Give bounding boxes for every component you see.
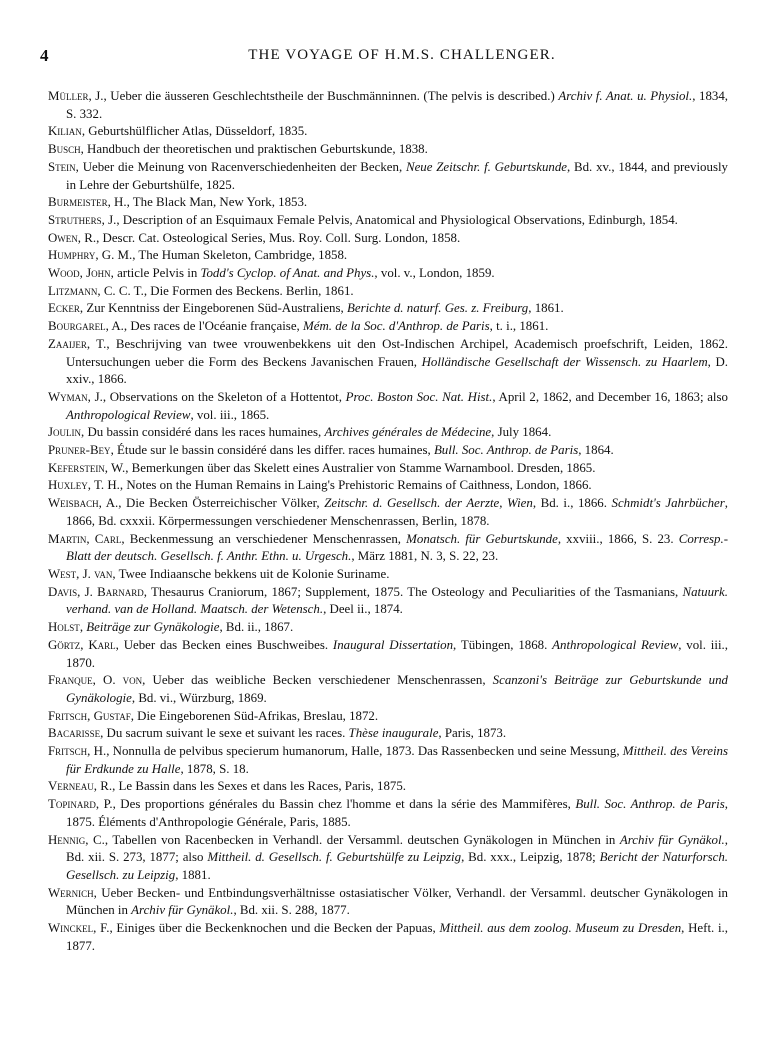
reference-journal: Natuurk. verhand. van de Holland. Maatsch. der Wetensch. (66, 584, 728, 617)
reference-text: , vol. iii., 1865. (190, 407, 270, 422)
reference-text: , Du bassin considéré dans les races humaines, (81, 425, 325, 440)
reference-text: , April 2, 1862, and December 16, 1863; also (492, 389, 728, 404)
reference-text: , vol. iii., 1870. (66, 637, 728, 670)
reference-journal: Archiv für Gynäkol. (131, 903, 234, 918)
reference-list (48, 88, 728, 955)
reference-entry (48, 194, 728, 212)
reference-entry (48, 336, 728, 389)
reference-text: , 1875. Éléments d'Anthropologie Générale, Paris, 1885. (66, 797, 728, 829)
reference-text: , xxviii., 1866, S. 23. (557, 531, 679, 546)
reference-journal: Beiträge zur Gynäkologie (86, 620, 220, 635)
reference-entry (48, 778, 728, 796)
running-title: THE VOYAGE OF H.M.S. CHALLENGER. (248, 47, 556, 63)
reference-entry (48, 212, 728, 230)
reference-author: Görtz, Karl (48, 637, 116, 652)
reference-author: Fritsch, H. (48, 744, 107, 759)
reference-text: , 1866, Bd. cxxxii. Körpermessungen verschiedener Menschenrassen, Berlin, 1878. (66, 496, 729, 528)
reference-author: Martin, Carl (48, 531, 122, 546)
reference-text: , The Black Man, New York, 1853. (126, 195, 308, 210)
reference-journal: Scanzoni's Beiträge zur Geburtskunde und Gynäkologie (66, 673, 728, 705)
reference-text: , Bemerkungen über das Skelett eines Australier von Stamme Warnambool. Dresden, 1865. (125, 460, 596, 475)
reference-author: Stein (48, 159, 76, 174)
reference-author: Wernich (48, 885, 94, 900)
reference-author: Zaaijer, T. (48, 336, 107, 351)
reference-text: , Geburtshülflicher Atlas, Düsseldorf, 1835. (81, 124, 308, 139)
reference-journal: Bull. Soc. Anthrop. de Paris (575, 797, 725, 812)
reference-text: , Bd. xii. S. 273, 1877; also (66, 832, 728, 865)
reference-text: , Bd. vi., Würzburg, 1869. (131, 690, 267, 705)
reference-entry (48, 619, 728, 637)
reference-entry (48, 584, 728, 619)
reference-text: , 1864. (578, 443, 614, 458)
reference-author: Wyman, J. (48, 389, 103, 404)
reference-entry (48, 318, 728, 336)
reference-author: Winckel, F. (48, 921, 110, 936)
reference-journal: Todd's Cyclop. of Anat. and Phys. (200, 266, 375, 281)
reference-author: Keferstein, W. (48, 460, 126, 475)
reference-text: , 1834, S. 332. (66, 89, 728, 121)
reference-text: , Tübingen, 1868. (453, 637, 553, 652)
reference-text: , Ueber das weibliche Becken verschiedener Menschenrassen, (142, 673, 493, 688)
reference-journal: Schmidt's Jahrbücher (611, 496, 725, 511)
reference-entry (48, 159, 728, 194)
reference-journal: Bericht der Naturforsch. Gesellsch. zu Leipzig (66, 850, 729, 882)
reference-text: , (79, 620, 87, 635)
reference-journal: Zeitschr. d. Gesellsch. der Aerzte, Wien (324, 496, 533, 511)
reference-journal: Berichte d. naturf. Ges. z. Freiburg (346, 301, 529, 316)
reference-text: , Description of an Esquimaux Female Pelvis, Anatomical and Physiological Observations, Edinburgh, 1854. (116, 212, 678, 227)
reference-text: , Handbuch der theoretischen und praktischen Geburtskunde, 1838. (80, 142, 428, 157)
reference-text: , article Pelvis in (110, 266, 201, 281)
reference-text: , 1881. (175, 867, 211, 882)
reference-author: Joulin (48, 425, 82, 440)
reference-entry (48, 725, 728, 743)
reference-text: , Zur Kenntniss der Eingeborenen Süd-Australiens, (79, 301, 347, 316)
reference-entry (48, 495, 728, 530)
reference-entry (48, 230, 728, 248)
reference-author: Hennig, C. (48, 832, 105, 847)
reference-journal: Archiv f. Anat. u. Physiol. (558, 89, 693, 103)
page-header (40, 46, 740, 70)
reference-author: Fritsch, Gustaf (48, 708, 131, 723)
reference-author: Topinard, P. (48, 797, 113, 812)
reference-text: , Le Bassin dans les Sexes et dans les Races, Paris, 1875. (112, 779, 407, 794)
reference-entry (48, 283, 728, 301)
reference-journal: Neue Zeitschr. f. Geburtskunde (405, 159, 567, 174)
reference-journal: Bull. Soc. Anthrop. de Paris (433, 443, 579, 458)
reference-author: Burmeister, H. (48, 195, 127, 210)
reference-entry (48, 832, 728, 885)
reference-entry (48, 460, 728, 478)
reference-author: Huxley, T. H. (48, 478, 120, 493)
reference-text: , Ueber die äusseren Geschlechtstheile der Buschmänninnen. (The pelvis is described.) (103, 89, 559, 103)
reference-journal: Holländische Gesellschaft der Wissensch. zu Haarlem (421, 354, 708, 369)
reference-text: , Ueber die Meinung von Racenverschiedenheiten der Becken, (75, 159, 406, 174)
reference-author: Müller, J. (48, 89, 104, 103)
reference-journal: Proc. Boston Soc. Nat. Hist. (345, 389, 493, 404)
reference-entry (48, 123, 728, 141)
reference-journal: Anthropological Review (66, 407, 191, 422)
reference-text: , Paris, 1873. (438, 726, 507, 741)
reference-text: , Étude sur le bassin considéré dans les differ. races humaines, (110, 443, 434, 458)
reference-entry (48, 637, 728, 672)
reference-text: , Bd. xv., 1844, and previously in Lehre der Geburtshülfe, 1825. (66, 159, 728, 192)
reference-journal: Archives générales de Médecine (324, 425, 492, 440)
reference-text: , Nonnulla de pelvibus specierum humanorum, Halle, 1873. Das Rassenbecken und seine Messung, (106, 744, 623, 759)
page-number: 4 (40, 46, 49, 65)
reference-entry (48, 247, 728, 265)
reference-author: Holst (48, 620, 80, 635)
reference-journal: Monatsch. für Geburtskunde (406, 531, 558, 546)
reference-text: , 1878, S. 18. (180, 761, 249, 776)
reference-text: , Notes on the Human Remains in Laing's Prehistoric Remains of Caithness, London, 1866. (119, 478, 592, 493)
reference-author: Busch (48, 142, 81, 157)
reference-text: , The Human Skeleton, Cambridge, 1858. (132, 248, 348, 263)
reference-text: , Du sacrum suivant le sexe et suivant les races. (100, 726, 349, 741)
reference-entry (48, 477, 728, 495)
reference-text: , Bd. xxx., Leipzig, 1878; (461, 850, 600, 865)
reference-entry (48, 141, 728, 159)
reference-text: , 1861. (528, 301, 564, 316)
reference-entry (48, 920, 728, 955)
reference-text: , Thesaurus Craniorum, 1867; Supplement, 1875. The Osteology and Peculiarities of the Tasmanians, (143, 584, 683, 599)
reference-text: , Die Becken Österreichischer Völker, (118, 496, 325, 511)
reference-text: , Des proportions générales du Bassin chez l'homme et dans la série des Mammifères, (112, 797, 576, 812)
reference-author: Pruner-Bey (48, 443, 111, 458)
reference-entry (48, 672, 728, 707)
reference-text: , Bd. i., 1866. (532, 496, 612, 511)
reference-text: , Bd. xii. S. 288, 1877. (233, 903, 350, 918)
reference-journal: Corresp.-Blatt der deutsch. Gesellsch. f. Anthr. Ethn. u. Urgesch. (66, 531, 729, 564)
reference-author: Verneau, R. (48, 779, 113, 794)
reference-author: Struthers, J. (48, 212, 117, 227)
reference-author: Davis, J. Barnard (48, 584, 144, 599)
reference-text: , Ueber Becken- und Entbindungsverhältnisse ostasiatischer Völker, Verhandl. der Versamml. deutscher Gynäkologen in München in (66, 885, 728, 918)
reference-text: , Tabellen von Racenbecken in Verhandl. der Versamml. deutschen Gynäkologen in München in (104, 832, 620, 847)
reference-author: Kilian (48, 124, 82, 139)
reference-text: , Deel ii., 1874. (323, 602, 403, 617)
reference-journal: Archiv für Gynäkol. (619, 832, 725, 847)
reference-journal: Mittheil. aus dem zoolog. Museum zu Dresden (439, 921, 682, 936)
reference-text: , July 1864. (491, 425, 552, 440)
reference-entry (48, 265, 728, 283)
reference-author: Franque, O. von (48, 673, 143, 688)
reference-text: , t. i., 1861. (489, 319, 549, 334)
reference-journal: Mém. de la Soc. d'Anthrop. de Paris (302, 319, 490, 334)
reference-text: , Des races de l'Océanie française, (123, 319, 303, 334)
reference-author: West, J. van (48, 566, 113, 581)
reference-journal: Inaugural Dissertation (332, 637, 454, 652)
reference-text: , Die Eingeborenen Süd-Afrikas, Breslau, 1872. (130, 708, 379, 723)
reference-author: Bourgarel, A. (48, 319, 124, 334)
reference-author: Litzmann, C. C. T. (48, 283, 144, 298)
reference-text: , Die Formen des Beckens. Berlin, 1861. (143, 283, 354, 298)
reference-author: Bacarisse (48, 726, 101, 741)
reference-text: , Beschrijving van twee vrouwenbekkens uit den Ost-Indischen Archipel, Academisch proefschrift, Leiden, 1862. Untersuchungen ueber die Form des Beckens Javanischen Frauen, (66, 336, 728, 369)
reference-author: Ecker (48, 301, 80, 316)
reference-entry (48, 566, 728, 584)
reference-text: , vol. v., London, 1859. (374, 266, 495, 281)
reference-text: , Observations on the Skeleton of a Hottentot, (102, 389, 346, 404)
reference-entry (48, 796, 728, 831)
reference-text: , Einiges über die Beckenknochen und die Becken der Papuas, (109, 921, 440, 936)
reference-entry (48, 442, 728, 460)
reference-text: , Beckenmessung an verschiedener Menschenrassen, (121, 531, 407, 546)
reference-text: , Descr. Cat. Osteological Series, Mus. Roy. Coll. Surg. London, 1858. (96, 230, 461, 245)
reference-author: Owen, R. (48, 230, 97, 245)
reference-entry (48, 743, 728, 778)
reference-text: , Ueber das Becken eines Buschweibes. (115, 637, 333, 652)
reference-journal: Thèse inaugurale (348, 726, 439, 741)
reference-text: , März 1881, N. 3, S. 22, 23. (351, 549, 499, 564)
reference-journal: Mittheil. d. Gesellsch. f. Geburtshülfe zu Leipzig (207, 850, 462, 865)
reference-entry (48, 88, 728, 123)
reference-author: Wood, John (48, 266, 111, 281)
reference-entry (48, 424, 728, 442)
reference-author: Humphry, G. M. (48, 248, 133, 263)
reference-entry (48, 389, 728, 424)
reference-text: , Bd. ii., 1867. (219, 620, 294, 635)
reference-journal: Anthropological Review (552, 637, 679, 652)
reference-text: , D. xxiv., 1866. (66, 354, 728, 387)
reference-entry (48, 300, 728, 318)
reference-entry (48, 708, 728, 726)
reference-entry (48, 531, 728, 566)
reference-text: , Twee Indiaansche bekkens uit de Kolonie Suriname. (112, 566, 390, 581)
reference-author: Weisbach, A. (48, 496, 119, 511)
reference-entry (48, 885, 728, 920)
reference-text: , Heft. i., 1877. (66, 921, 728, 953)
reference-journal: Mittheil. des Vereins für Erdkunde zu Halle (66, 744, 728, 776)
